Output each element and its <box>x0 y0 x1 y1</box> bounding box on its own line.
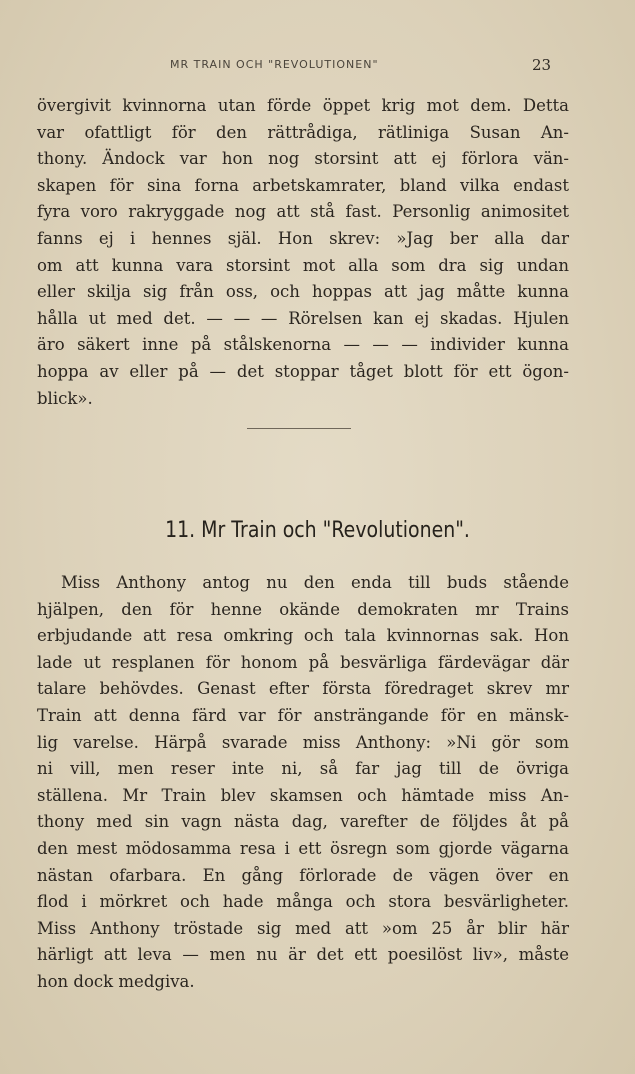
text-line: eller skilja sig från oss, och hoppas att jag måtte kunna <box>37 282 569 302</box>
text-line: fanns ej i hennes själ. Hon skrev: »Jag ber alla dar <box>37 228 569 248</box>
text-line: lade ut resplanen för honom på besvärliga färdevägar där <box>37 652 569 672</box>
text-line: lig varelse. Härpå svarade miss Anthony: »Ni gör som <box>37 732 569 752</box>
text-line: hoppa av eller på — det stoppar tåget blott för ett ögon- <box>37 361 569 381</box>
text-line: blick». <box>37 388 93 408</box>
text-line: flod i mörkret och hade många och stora besvärligheter. <box>37 892 569 912</box>
text-line: äro säkert inne på stålskenorna — — — individer kunna <box>37 335 569 355</box>
paragraph-bottom <box>37 570 569 996</box>
text-line: fyra voro rakryggade nog att stå fast. Personlig animositet <box>37 202 569 222</box>
text-line: thony. Ändock var hon nog storsint att ej förlora vän- <box>37 149 569 169</box>
text-line: om att kunna vara storsint mot alla som dra sig undan <box>37 255 569 275</box>
text-line: den mest mödosamma resa i ett ösregn som gjorde vägarna <box>37 838 569 858</box>
text-line: hålla ut med det. — — — Rörelsen kan ej skadas. Hjulen <box>37 308 569 328</box>
paragraph-top <box>37 93 569 412</box>
text-line: ni vill, men reser inte ni, så far jag till de övriga <box>37 759 569 779</box>
text-line: skapen för sina forna arbetskamrater, bland vilka endast <box>37 175 569 195</box>
text-line: hon dock medgiva. <box>37 971 195 991</box>
page-number: 23 <box>532 56 552 74</box>
text-line: Miss Anthony antog nu den enda till buds stående <box>61 573 569 592</box>
text-line: hjälpen, den för henne okände demokraten mr Trains <box>37 599 569 619</box>
text-line: Train att denna färd var för ansträngande för en mänsk- <box>37 705 569 725</box>
text-line: Miss Anthony tröstade sig med att »om 25 år blir här <box>37 918 569 938</box>
text-line: talare behövdes. Genast efter första föredraget skrev mr <box>37 679 569 699</box>
text-line: härligt att leva — men nu är det ett poesilöst liv», måste <box>37 945 569 965</box>
section-divider <box>247 428 351 429</box>
chapter-heading: 11. Mr Train och "Revolutionen". <box>165 518 470 543</box>
text-line: övergivit kvinnorna utan förde öppet krig mot dem. Detta <box>37 96 569 115</box>
text-line: ställena. Mr Train blev skamsen och hämtade miss An- <box>37 785 569 805</box>
text-line: nästan ofarbara. En gång förlorade de vägen över en <box>37 865 569 885</box>
text-line: thony med sin vagn nästa dag, varefter de följdes åt på <box>37 812 569 832</box>
text-line: var ofattligt för den rättrådiga, rätliniga Susan An- <box>37 122 569 142</box>
running-title: MR TRAIN OCH "REVOLUTIONEN" <box>170 58 379 71</box>
text-line: erbjudande att resa omkring och tala kvinnornas sak. Hon <box>37 626 569 646</box>
